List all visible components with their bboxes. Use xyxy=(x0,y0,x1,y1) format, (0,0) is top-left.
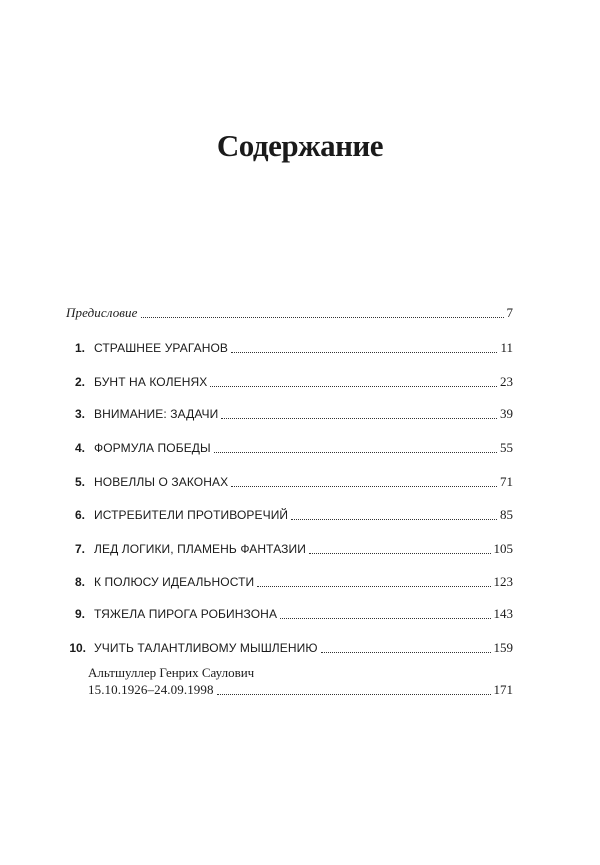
toc-entry-label: К ПОЛЮСУ ИДЕАЛЬНОСТИ xyxy=(94,575,255,589)
toc-entry-label: ФОРМУЛА ПОБЕДЫ xyxy=(94,441,211,455)
toc-page-number: 11 xyxy=(500,340,513,355)
dot-leader xyxy=(217,694,491,695)
dot-leader xyxy=(291,519,497,520)
toc-entry-label-line2: 15.10.1926–24.09.1998 xyxy=(88,682,214,697)
dot-leader xyxy=(257,586,490,587)
chapter-number: 8. xyxy=(74,575,85,589)
dot-leader xyxy=(214,452,497,453)
toc-entry-label: ИСТРЕБИТЕЛИ ПРОТИВОРЕЧИЙ xyxy=(94,508,289,522)
toc-page-number: 71 xyxy=(500,474,513,489)
toc-entry-label: БУНТ НА КОЛЕНЯХ xyxy=(94,375,208,389)
dot-leader xyxy=(231,352,497,353)
dot-leader xyxy=(141,317,504,318)
dot-leader xyxy=(221,418,497,419)
toc-entry-label: ВНИМАНИЕ: ЗАДАЧИ xyxy=(94,407,219,421)
chapter-number: 10. xyxy=(69,641,86,655)
chapter-number: 9. xyxy=(74,607,85,621)
toc-entry-chapter-3[interactable] xyxy=(66,406,513,422)
toc-entry-label-line1: Альтшуллер Генрих Саулович xyxy=(88,665,255,680)
toc-page-number: 85 xyxy=(500,507,513,522)
toc-entry-chapter-9[interactable] xyxy=(66,606,513,622)
toc-entry-chapter-8[interactable] xyxy=(66,574,513,590)
toc-entry-label: НОВЕЛЛЫ О ЗАКОНАХ xyxy=(94,475,229,489)
toc-entry-afterword[interactable] xyxy=(88,664,513,698)
toc-entry-label: Предисловие xyxy=(66,305,138,320)
dot-leader xyxy=(309,553,491,554)
toc-entry-chapter-2[interactable] xyxy=(66,374,513,390)
chapter-number: 1. xyxy=(74,341,85,355)
toc-entry-preface[interactable] xyxy=(66,305,513,321)
toc-entry-chapter-7[interactable] xyxy=(66,541,513,557)
toc-page-number: 159 xyxy=(493,640,513,655)
toc-page-number: 23 xyxy=(500,374,513,389)
chapter-number: 4. xyxy=(74,441,85,455)
toc-entry-chapter-6[interactable] xyxy=(66,507,513,523)
page-title: Содержание xyxy=(216,128,384,163)
toc-entry-label-line2-row xyxy=(88,682,513,698)
toc-entry-chapter-1[interactable] xyxy=(66,340,513,356)
toc-entry-label: ЛЕД ЛОГИКИ, ПЛАМЕНЬ ФАНТАЗИИ xyxy=(94,542,306,556)
chapter-number: 3. xyxy=(74,407,85,421)
toc-page-number: 7 xyxy=(506,305,513,320)
toc-page-number: 171 xyxy=(493,682,513,697)
toc-entry-label: УЧИТЬ ТАЛАНТЛИВОМУ МЫШЛЕНИЮ xyxy=(94,641,318,655)
toc-page-number: 39 xyxy=(500,406,513,421)
toc-entry-label: ТЯЖЕЛА ПИРОГА РОБИНЗОНА xyxy=(94,607,278,621)
toc-page-number: 105 xyxy=(493,541,513,556)
toc-entry-chapter-5[interactable] xyxy=(66,474,513,490)
dot-leader xyxy=(210,386,497,387)
toc-entry-chapter-4[interactable] xyxy=(66,440,513,456)
toc-page-number: 55 xyxy=(500,440,513,455)
toc-entry-label: СТРАШНЕЕ УРАГАНОВ xyxy=(94,341,229,355)
toc-page-number: 123 xyxy=(493,574,513,589)
toc-entry-chapter-10[interactable] xyxy=(66,640,513,656)
chapter-number: 6. xyxy=(74,508,85,522)
dot-leader xyxy=(231,486,497,487)
dot-leader xyxy=(321,652,491,653)
chapter-number: 7. xyxy=(74,542,85,556)
chapter-number: 5. xyxy=(74,475,85,489)
toc-page-number: 143 xyxy=(493,606,513,621)
chapter-number: 2. xyxy=(74,375,85,389)
dot-leader xyxy=(280,618,490,619)
